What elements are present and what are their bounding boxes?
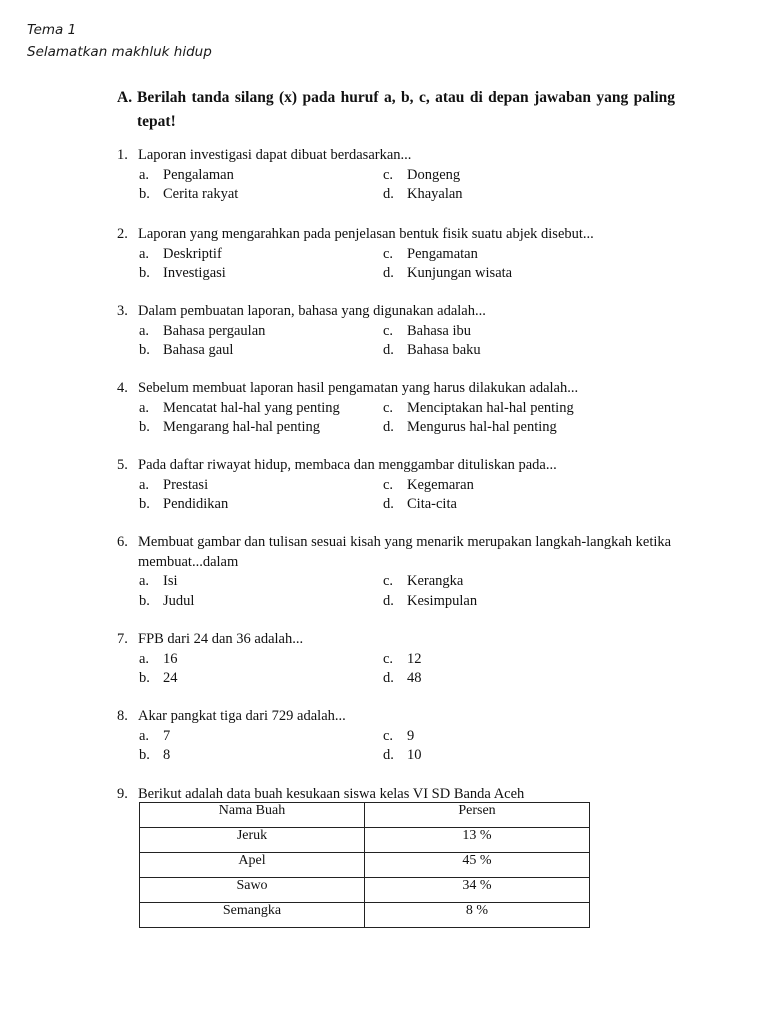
option-letter: b. — [139, 419, 150, 435]
option-grid — [139, 245, 677, 284]
option-text: Cita-cita — [407, 496, 457, 512]
answer-option[interactable] — [383, 746, 583, 766]
answer-option[interactable] — [383, 399, 583, 419]
option-text: 24 — [163, 670, 178, 686]
question-text: Sebelum membuat laporan hasil pengamatan yang harus dilakukan adalah... — [138, 380, 579, 396]
option-text: 8 — [163, 747, 171, 763]
option-text: Mengarang hal-hal penting — [163, 419, 321, 435]
answer-option[interactable] — [139, 669, 383, 689]
answer-option[interactable] — [383, 669, 583, 689]
question-number: 8. — [117, 708, 128, 724]
option-text: 7 — [163, 727, 171, 744]
option-text: 9 — [407, 727, 415, 744]
table-cell-fruit: Sawo — [140, 878, 365, 903]
table-cell-percent: 13 % — [365, 828, 590, 853]
answer-option[interactable] — [139, 399, 383, 419]
header-theme: Tema 1 — [27, 22, 77, 38]
table-row — [140, 828, 590, 853]
option-letter: c. — [383, 727, 394, 744]
answer-option[interactable] — [383, 572, 583, 592]
option-text: Mencatat hal-hal yang penting — [163, 399, 340, 416]
question-text: Pada daftar riwayat hidup, membaca dan menggambar dituliskan pada... — [138, 457, 557, 473]
option-grid — [139, 650, 677, 689]
answer-option[interactable] — [139, 476, 383, 496]
table-cell-fruit: Jeruk — [140, 828, 365, 853]
table-header-percent: Persen — [365, 803, 590, 828]
table-row — [140, 853, 590, 878]
option-letter: d. — [383, 265, 394, 281]
question-number: 7. — [117, 631, 128, 647]
question-number: 3. — [117, 303, 128, 319]
answer-option[interactable] — [383, 341, 583, 361]
option-text: Prestasi — [163, 476, 209, 493]
option-letter: d. — [383, 747, 394, 763]
option-text: Cerita rakyat — [163, 186, 239, 202]
question-8 — [117, 707, 677, 766]
option-text: Investigasi — [163, 265, 226, 281]
table-cell-percent: 34 % — [365, 878, 590, 903]
option-letter: a. — [139, 573, 150, 589]
option-letter: c. — [383, 476, 394, 493]
fruit-table — [139, 802, 590, 928]
answer-option[interactable] — [383, 245, 583, 265]
question-number: 6. — [117, 534, 128, 550]
answer-option[interactable] — [139, 264, 383, 284]
instruction-text: Berilah tanda silang (x) pada huruf a, b, c, atau di depan jawaban yang paling tepat! — [137, 89, 675, 130]
option-grid — [139, 166, 677, 205]
question-2 — [117, 225, 677, 284]
question-text: Membuat gambar dan tulisan sesuai kisah yang menarik merupakan langkah-langkah ketika membuat...dalam — [138, 534, 672, 570]
option-letter: d. — [383, 342, 394, 358]
option-letter: a. — [139, 650, 150, 667]
option-letter: d. — [383, 592, 394, 609]
option-text: Pengamatan — [407, 245, 478, 262]
option-letter: c. — [383, 245, 394, 262]
option-letter: a. — [139, 399, 150, 416]
option-text: Kunjungan wisata — [407, 265, 513, 281]
option-letter: c. — [383, 322, 394, 339]
answer-option[interactable] — [139, 495, 383, 515]
option-text: Deskriptif — [163, 245, 222, 262]
question-number: 4. — [117, 380, 128, 396]
option-letter: d. — [383, 670, 394, 686]
option-text: Isi — [163, 573, 178, 589]
instruction-number: A. — [117, 89, 133, 106]
option-grid — [139, 572, 677, 611]
option-text: 48 — [407, 670, 422, 686]
option-letter: a. — [139, 476, 150, 493]
option-text: Dongeng — [407, 166, 461, 183]
instruction — [117, 86, 675, 134]
table-cell-percent: 45 % — [365, 853, 590, 878]
option-text: 12 — [407, 650, 422, 667]
option-text: Kegemaran — [407, 476, 474, 493]
answer-option[interactable] — [383, 592, 583, 612]
option-text: Pendidikan — [163, 496, 229, 512]
option-letter: d. — [383, 419, 394, 435]
table-header-row — [140, 803, 590, 828]
answer-option[interactable] — [139, 185, 383, 205]
option-text: Pengalaman — [163, 166, 234, 183]
answer-option[interactable] — [383, 727, 583, 747]
answer-option[interactable] — [139, 572, 383, 592]
answer-option[interactable] — [383, 650, 583, 670]
option-text: Bahasa baku — [407, 342, 481, 358]
answer-option[interactable] — [139, 341, 383, 361]
question-text: Laporan yang mengarahkan pada penjelasan bentuk fisik suatu abjek disebut... — [138, 226, 594, 242]
option-letter: c. — [383, 166, 394, 183]
answer-option[interactable] — [139, 746, 383, 766]
question-1 — [117, 146, 677, 205]
option-letter: d. — [383, 186, 394, 202]
option-grid — [139, 476, 677, 515]
question-7 — [117, 630, 677, 689]
option-text: Khayalan — [407, 186, 463, 202]
table-row — [140, 903, 590, 928]
option-text: 16 — [163, 650, 178, 667]
option-text: Mengurus hal-hal penting — [407, 419, 557, 435]
option-letter: b. — [139, 747, 150, 763]
option-letter: b. — [139, 496, 150, 512]
question-text: Berikut adalah data buah kesukaan siswa kelas VI SD Banda Aceh — [138, 786, 525, 802]
option-letter: b. — [139, 186, 150, 202]
option-letter: a. — [139, 727, 150, 744]
option-text: Kesimpulan — [407, 592, 478, 609]
option-grid — [139, 399, 677, 438]
header-subtitle: Selamatkan makhluk hidup — [27, 44, 212, 60]
answer-option[interactable] — [383, 264, 583, 284]
option-letter: b. — [139, 342, 150, 358]
option-text: 10 — [407, 747, 422, 763]
question-number: 5. — [117, 457, 128, 473]
question-6 — [117, 533, 677, 611]
question-number: 2. — [117, 226, 128, 242]
answer-option[interactable] — [139, 418, 383, 438]
question-3 — [117, 302, 677, 361]
answer-option[interactable] — [139, 322, 383, 342]
option-letter: c. — [383, 650, 394, 667]
table-cell-percent: 8 % — [365, 903, 590, 928]
option-text: Kerangka — [407, 573, 464, 589]
option-letter: b. — [139, 265, 150, 281]
option-text: Bahasa pergaulan — [163, 322, 266, 339]
answer-option[interactable] — [139, 650, 383, 670]
question-text: Akar pangkat tiga dari 729 adalah... — [138, 708, 346, 724]
option-grid — [139, 322, 677, 361]
answer-option[interactable] — [383, 418, 583, 438]
option-letter: d. — [383, 496, 394, 512]
question-text: FPB dari 24 dan 36 adalah... — [138, 631, 304, 647]
table-cell-fruit: Apel — [140, 853, 365, 878]
question-text: Laporan investigasi dapat dibuat berdasarkan... — [138, 147, 412, 163]
option-letter: a. — [139, 245, 150, 262]
option-letter: a. — [139, 322, 150, 339]
answer-option[interactable] — [139, 166, 383, 186]
answer-option[interactable] — [383, 476, 583, 496]
option-letter: a. — [139, 166, 150, 183]
question-text: Dalam pembuatan laporan, bahasa yang digunakan adalah... — [138, 303, 486, 319]
answer-option[interactable] — [383, 495, 583, 515]
table-header-fruit: Nama Buah — [140, 803, 365, 828]
option-text: Menciptakan hal-hal penting — [407, 399, 574, 416]
option-text: Judul — [163, 592, 195, 609]
question-4 — [117, 379, 677, 438]
answer-option[interactable] — [383, 185, 583, 205]
question-5 — [117, 456, 677, 515]
option-letter: c. — [383, 399, 394, 416]
table-cell-fruit: Semangka — [140, 903, 365, 928]
option-letter: b. — [139, 670, 150, 686]
question-number: 9. — [117, 786, 128, 802]
option-grid — [139, 727, 677, 766]
answer-option[interactable] — [383, 322, 583, 342]
answer-option[interactable] — [139, 592, 383, 612]
answer-option[interactable] — [139, 727, 383, 747]
question-number: 1. — [117, 147, 128, 163]
option-text: Bahasa gaul — [163, 342, 234, 358]
table-row — [140, 878, 590, 903]
answer-option[interactable] — [139, 245, 383, 265]
answer-option[interactable] — [383, 166, 583, 186]
option-letter: b. — [139, 592, 150, 609]
option-letter: c. — [383, 573, 394, 589]
option-text: Bahasa ibu — [407, 322, 472, 339]
